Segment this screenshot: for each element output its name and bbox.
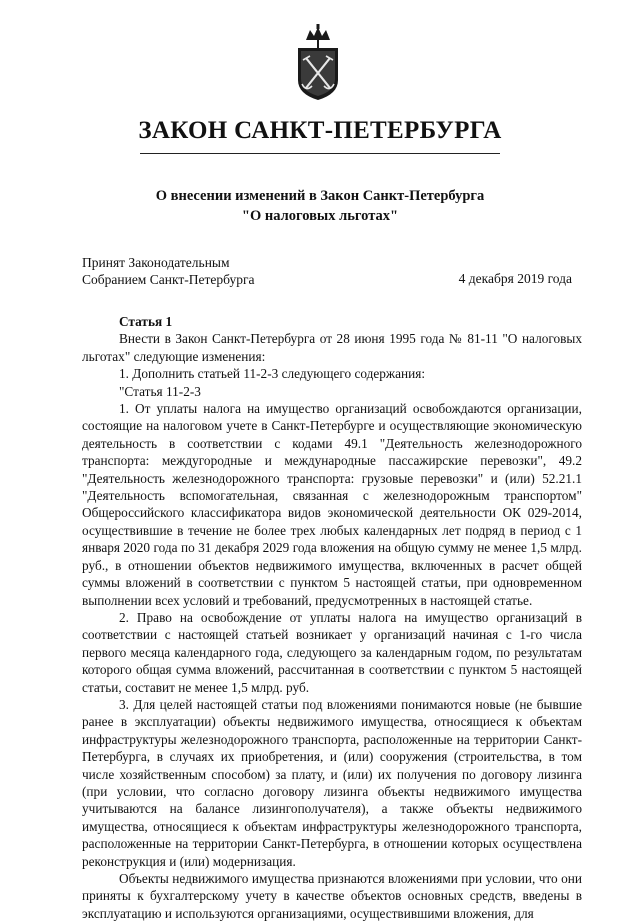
new-article-heading: "Статья 11-2-3 [119, 383, 201, 399]
law-body [82, 313, 582, 922]
law-title: ЗАКОН САНКТ-ПЕТЕРБУРГА [138, 117, 502, 144]
title-divider [140, 153, 500, 154]
coat-of-arms-icon [288, 24, 348, 104]
item-1-paragraph: 1. Дополнить статьей 11-2-3 следующего содержания: [119, 366, 426, 382]
adoption-line-2: Собранием Санкт-Петербурга [82, 272, 255, 287]
clause-2-paragraph: 2. Право на освобождение от уплаты налога на имущество организаций в соответствии с настоящей статьей возникает у организаций начиная с 1-го числа первого месяца календарного года, следующего за календарным годом, по результатам которого общая сумма вложений, рассчитанная в соответствии с пунктом 5 настоящей статьи, составит не менее 1,5 млрд. руб. [82, 609, 582, 695]
clause-3-paragraph: 3. Для целей настоящей статьи под вложениями понимаются новые (не бывшие ранее в эксплуатации) объекты недвижимого имущества, относящиеся к объектам инфраструктуры железнодорожного транспорта, расположенные на территории Санкт-Петербурга, в случаях их приобретения, и (или) сооружения (строительства, в том числе хозяйственным способом) за плату, и (или) их получения по договору лизинга (при условии, что согласно договору лизинга объекты недвижимого имущества учитываются на балансе лизингополучателя), а также объекты недвижимого имущества, относящиеся к объектам инфраструктуры железнодорожного транспорта, расположенные на территории Санкт-Петербурга, в отношении которых осуществлена реконструкция и (или) модернизация. [82, 696, 582, 869]
law-subject-line-1: О внесении изменений в Закон Санкт-Петербурга [155, 188, 485, 204]
adoption-line-1: Принят Законодательным [82, 255, 230, 270]
clause-1-paragraph: 1. От уплаты налога на имущество организаций освобождаются организации, состоящие на налоговом учете в Санкт-Петербурге и осуществляющие экономическую деятельность в соответствии с кодами 49.1 "Деятельность железнодорожного транспорта: междугородные и международные пассажирские перевозки", 49.2 "Деятельность железнодорожного транспорта: грузовые перевозки" и (или) 52.21.1 "Деятельность вспомогательная, связанная с железнодорожным транспортом" Общероссийского классификатора видов экономической деятельности ОК 029-2014, осуществившие в течение не более трех любых календарных лет подряд в период с 1 января 2020 года по 31 декабря 2029 года вложения на общую сумму не менее 1,5 млрд. руб., в отношении объектов недвижимого имущества, включенных в расчет общей суммы вложений в соответствии с пунктом 5 настоящей статьи, при одновременном выполнении всех условий и требований, предусмотренных в настоящей статье. [82, 401, 582, 608]
intro-paragraph: Внести в Закон Санкт-Петербурга от 28 июня 1995 года № 81-11 "О налоговых льготах" следующие изменения: [82, 331, 582, 364]
objects-paragraph: Объекты недвижимого имущества признаются вложениями при условии, что они приняты к бухгалтерскому учету в качестве объектов основных средств, введены в эксплуатацию и используются организациями, осуществившими вложения, для [82, 871, 582, 921]
adoption-date: 4 декабря 2019 года [458, 271, 572, 286]
law-subject-line-2: "О налоговых льготах" [241, 208, 399, 224]
article-heading: Статья 1 [119, 314, 173, 329]
adoption-block [82, 254, 255, 288]
